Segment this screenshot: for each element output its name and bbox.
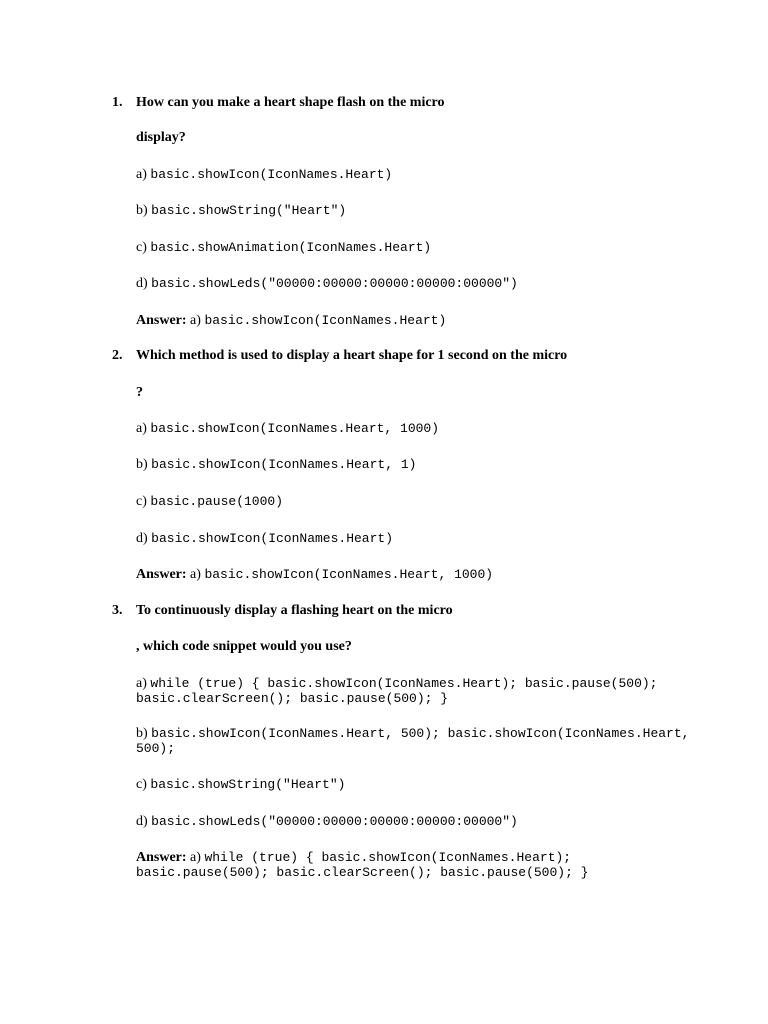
option-code: basic.pause(1000) [150, 494, 284, 509]
option-code: basic.showIcon(IconNames.Heart) [151, 531, 394, 546]
option-d [136, 814, 736, 829]
answer-label: Answer: [136, 850, 187, 865]
answer-line [136, 567, 736, 582]
option-code: basic.showString("Heart") [151, 203, 347, 218]
option-code: basic.showIcon(IconNames.Heart, 1) [151, 457, 417, 472]
option-b [136, 457, 736, 472]
option-code: basic.showString("Heart") [150, 777, 346, 792]
option-b [136, 203, 736, 218]
option-label: c) [136, 240, 147, 255]
option-c [136, 494, 736, 509]
option-c [136, 777, 736, 792]
question-number: 2. [112, 348, 123, 363]
question-text-continued: ? [136, 385, 143, 400]
question-text: Which method is used to display a heart shape for 1 second on the micro [136, 348, 568, 363]
option-d [136, 276, 736, 291]
question-text: How can you make a heart shape flash on the micro [136, 95, 445, 110]
question-number: 1. [112, 95, 123, 110]
option-d [136, 531, 736, 546]
answer-option: a) [190, 850, 201, 865]
option-code: basic.showAnimation(IconNames.Heart) [150, 240, 432, 255]
option-code: basic.showLeds("00000:00000:00000:00000:00000") [151, 814, 518, 829]
option-label: a) [136, 421, 147, 436]
option-label: a) [136, 676, 147, 691]
option-a [136, 167, 736, 182]
question-text-continued: , which code snippet would you use? [136, 639, 352, 654]
answer-code: basic.showIcon(IconNames.Heart, 1000) [204, 567, 494, 582]
question-text-continued: display? [136, 130, 186, 145]
option-a [136, 676, 696, 706]
question-number: 3. [112, 603, 123, 618]
option-code: basic.showIcon(IconNames.Heart, 500); basic.showIcon(IconNames.Heart, 500); [136, 726, 690, 756]
answer-code: basic.showIcon(IconNames.Heart) [204, 313, 447, 328]
option-label: d) [136, 814, 148, 829]
option-label: a) [136, 167, 147, 182]
option-label: d) [136, 276, 148, 291]
option-label: c) [136, 494, 147, 509]
answer-line [136, 313, 736, 328]
option-label: b) [136, 726, 148, 741]
answer-code: while (true) { basic.showIcon(IconNames.Heart); basic.pause(500); basic.clearScreen(); basic.pause(500); } [136, 850, 589, 880]
option-label: d) [136, 531, 148, 546]
answer-line [136, 850, 696, 880]
option-a [136, 421, 736, 436]
answer-option: a) [190, 313, 201, 328]
answer-label: Answer: [136, 567, 187, 582]
answer-option: a) [190, 567, 201, 582]
option-c [136, 240, 736, 255]
option-code: basic.showLeds("00000:00000:00000:00000:00000") [151, 276, 518, 291]
option-code: while (true) { basic.showIcon(IconNames.Heart); basic.pause(500); basic.clearScreen(); basic.pause(500); } [136, 676, 658, 706]
option-label: b) [136, 203, 148, 218]
option-code: basic.showIcon(IconNames.Heart) [150, 167, 393, 182]
option-label: b) [136, 457, 148, 472]
option-code: basic.showIcon(IconNames.Heart, 1000) [150, 421, 440, 436]
option-label: c) [136, 777, 147, 792]
question-text: To continuously display a flashing heart on the micro [136, 603, 453, 618]
answer-label: Answer: [136, 313, 187, 328]
option-b [136, 726, 696, 756]
